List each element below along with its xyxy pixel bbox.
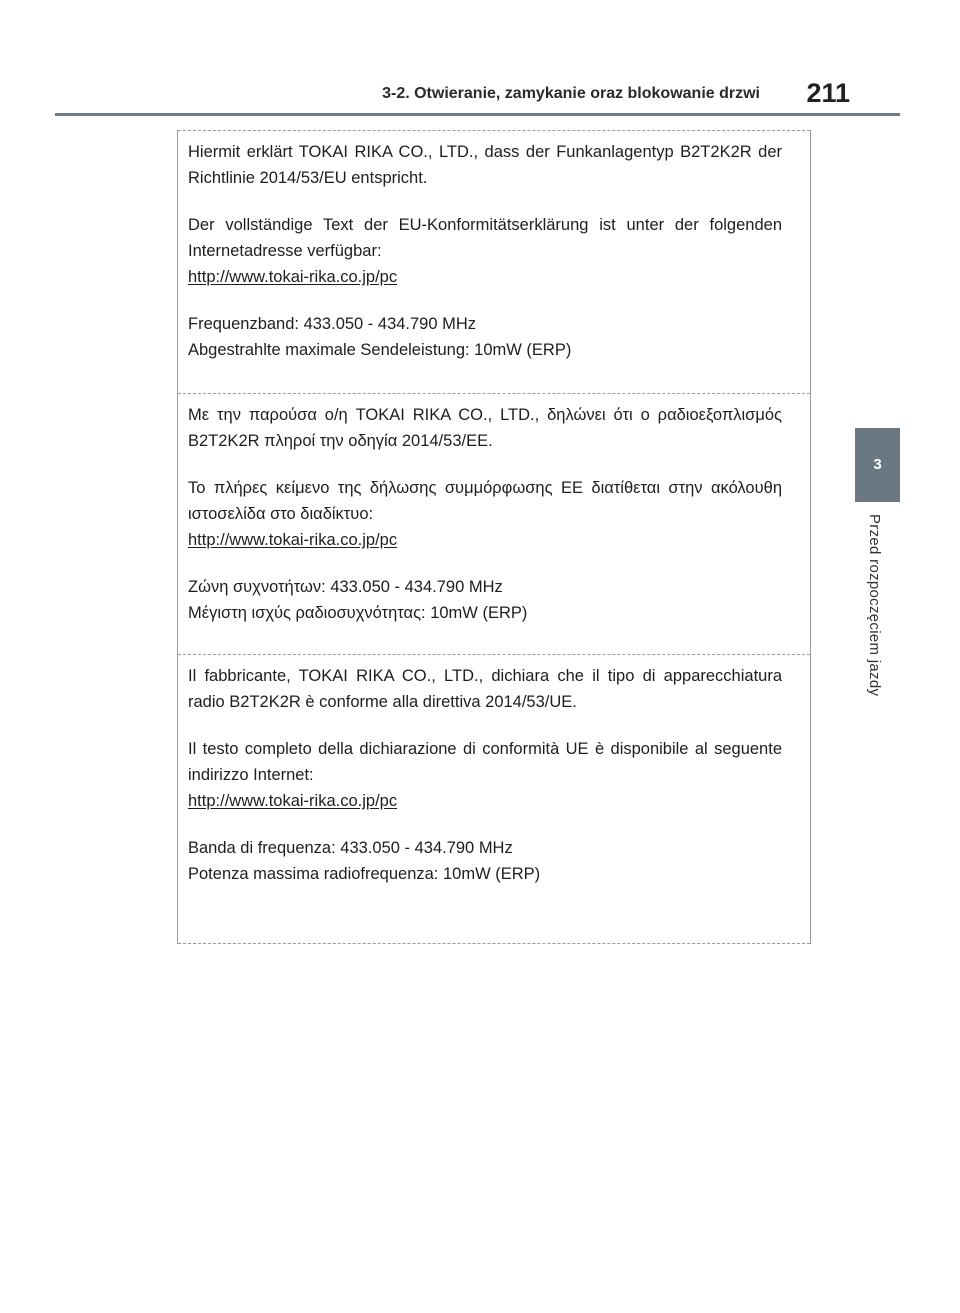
declaration-text: Με την παρούσα ο/η TOKAI RIKA CO., LTD., δηλώνει ότι ο ραδιοεξοπλισμός B2T2K2R πληροί την οδηγία 2014/53/ΕΕ.: [188, 406, 782, 450]
full-text-notice: Der vollständige Text der EU-Konformitätserklärung ist unter der folgenden Internetadresse verfügbar:: [188, 216, 782, 260]
conformity-url-link[interactable]: http://www.tokai-rika.co.jp/pc: [188, 531, 398, 549]
page-number: 211: [806, 78, 850, 108]
max-power: Μέγιστη ισχύς ραδιοσυχνότητας: 10mW (ERP): [188, 604, 528, 622]
conformity-url-link[interactable]: http://www.tokai-rika.co.jp/pc: [188, 792, 398, 810]
full-text-notice: Το πλήρες κείμενο της δήλωσης συμμόρφωσης ΕΕ διατίθεται στην ακόλουθη ιστοσελίδα στο διαδίκτυο:: [188, 479, 782, 523]
frequency-band: Frequenzband: 433.050 - 434.790 MHz: [188, 315, 477, 333]
chapter-title: Przed rozpoczęciem jazdy: [866, 514, 883, 697]
declaration-text: Il fabbricante, TOKAI RIKA CO., LTD., dichiara che il tipo di apparecchiatura radio B2T2K2R è conforme alla direttiva 2014/53/UE.: [188, 667, 782, 711]
notice-section-italian: [178, 654, 810, 944]
header-divider: [55, 113, 900, 116]
max-power: Potenza massima radiofrequenza: 10mW (ERP): [188, 865, 541, 883]
chapter-tab: 3: [855, 428, 900, 502]
notice-section-greek: [178, 393, 810, 654]
page-header: [55, 74, 900, 110]
conformity-notice-box: [177, 130, 811, 944]
declaration-text: Hiermit erklärt TOKAI RIKA CO., LTD., dass der Funkanlagentyp B2T2K2R der Richtlinie 2014/53/EU entspricht.: [188, 143, 782, 187]
conformity-url-link[interactable]: http://www.tokai-rika.co.jp/pc: [188, 268, 398, 286]
frequency-band: Ζώνη συχνοτήτων: 433.050 - 434.790 MHz: [188, 578, 503, 596]
frequency-band: Banda di frequenza: 433.050 - 434.790 MHz: [188, 839, 513, 857]
section-title: 3-2. Otwieranie, zamykanie oraz blokowanie drzwi: [382, 85, 760, 102]
full-text-notice: Il testo completo della dichiarazione di conformità UE è disponibile al seguente indirizzo Internet:: [188, 740, 782, 784]
notice-section-german: [178, 130, 810, 393]
max-power: Abgestrahlte maximale Sendeleistung: 10mW (ERP): [188, 341, 572, 359]
